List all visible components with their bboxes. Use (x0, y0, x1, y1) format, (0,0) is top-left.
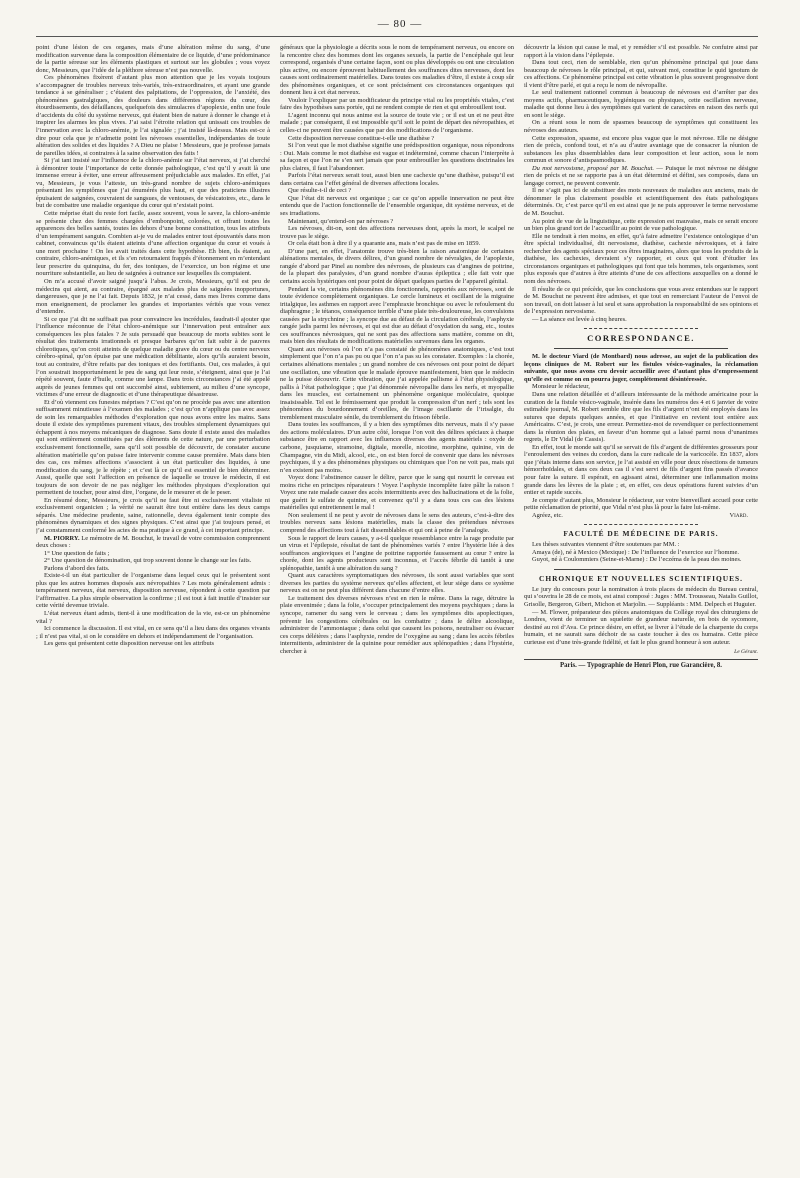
paragraph-text: Le mémoire de M. Bouchut, le travail de votre commission comprennent deux choses : (36, 534, 270, 550)
paragraph: Ici commence la discussion. Il est vital, en ce sens qu’il a lieu dans des organes vivants ; il n’est pas vital, si on le considère en dehors et indépendamment de l’organisation. (36, 625, 270, 640)
paragraph: Dans une relation détaillée et d’ailleurs intéressante de la méthode américaine pour la curation de la fistule vésico-vaginale, insérée dans les numéros des 4 et 6 janvier de votre estimable journal, M. Robert semble dire que les fils d’argent n’ont été employés dans les sutures que depuis quelques années, et que l’initiative en revient tout entière aux Américains. C’est, je crois, une erreur. Permettez-moi de revendiquer ce perfectionnement dans la réunion des plaies, en faveur d’un homme qui a laissé parmi nous d’unanimes regrets, le Dr Vidal (de Cassis). (524, 390, 758, 444)
paragraph: Vouloir l’expliquer par un modificateur du principe vital ou les propriétés vitales, c’est faire des hypothèses sans portée, qui ne rendent compte de rien et qui embrouillent tout. (280, 96, 514, 112)
speaker-name: M. PIORRY. (44, 534, 80, 542)
paragraph: Cette méprise était du reste fort facile, assez souvent, vous le savez, la chloro-anémie se présente chez des femmes chargées d’embonpoint, colorées, et offrant toutes les apparences des belles santés, toutes les dehors d’une bonne constitution, tous les attributs d’un tempérament sanguin. Combien ai-je vu de malades entrer tout épouvantés dans mon cabinet, convaincus qu’ils étaient atteints d’une affection organique du cœur et voués à une mort prochaine ! On les avait traités dans cette hypothèse. Eh bien, ils étaient, au contraire, chloro-anémiques, et ils s’en retournaient frappés d’étonnement en m’entendant leur prescrire du quinquina, du fer, des toniques, de l’exercice, un bon régime et une nourriture substantielle, au lieu de saignées à outrance sur lesquelles ils comptaient. (36, 210, 270, 278)
paragraph: Dans tout ceci, rien de semblable, rien qu’un phénomène principal qui joue dans beaucoup de névroses le rôle principal, et qui, suivant moi, constitue le quid ignotum de ces affections. Ce phénomène principal est cette vibration le plus souvent progressive dont il vient d’être parlé, et qui a reçu le nom de névropallie. (524, 59, 758, 89)
paragraph: Parfois l’état nerveux serait tout, aussi bien une cachexie qu’une diathèse, puisqu’il est dans certains cas l’effet général de diverses affections locales. (280, 172, 514, 187)
paragraph: Les névroses, dit-on, sont des affections nerveuses dont, après la mort, le scalpel ne trouve pas le siège. (280, 225, 514, 240)
paragraph: Il résulte de ce qui précède, que les conclusions que vous avez entendues sur le rapport de M. Bouchut ne peuvent être admises, et que tout en remerciant l’auteur de l’envoi de son travail, on doit laisser à lui seul et sans approbation la responsabilité de ses opinions et de l’expression nervosisme. (524, 285, 758, 316)
section-heading-chronique: CHRONIQUE ET NOUVELLES SCIENTIFIQUES. (538, 573, 744, 583)
paragraph: Que résulte-t-il de ceci ? (288, 187, 352, 195)
paragraph: Les gens qui présentent cette disposition nerveuse ont les attributs (44, 640, 215, 648)
paragraph: En effet, tout le monde sait qu’il se servait de fils d’argent de différentes grosseurs pour l’enroulement des veines du cordon, dans la cure radicale de la varicocèle. En 1837, alors que j’étais interne dans son service, je l’ai assisté en ville pour deux résections de tumeurs hémorrhoïdales, et dans ces deux cas il s’est servi de fils d’argent fins passés d’avance pour faire la suture. Il espérait, en agissant ainsi, déterminer une inflammation moins grande dans les lèvres de la plaie ; et, en effet, ces deux opérations furent suivies d’un entier et rapide succès. (524, 443, 758, 497)
divider (554, 348, 728, 349)
paragraph: Si l’on veut que le mot diathèse signifie une prédisposition organique, nous répondrons : Oui. Mais comme le mot diathèse est vague et indéterminé, comme chacun l’interprète à sa façon et que l’on ne s’en sert jamais que pour embrouiller les questions doctrinales les plus claires, il faut l’abandonner. (280, 142, 514, 172)
paragraph: On a réuni sous le nom de spasmes beaucoup de symptômes qui constituent les névroses des auteurs. (524, 119, 758, 135)
column-1 (36, 44, 270, 1156)
paragraph: Parlons d’abord des faits. (44, 564, 110, 572)
paragraph: Ces phénomènes fixèrent d’autant plus mon attention que je les voyais toujours s’accompagner de troubles nerveux très-variés, très-extraordinaires, et ayant une grande tendance à se généraliser ; c’étaient des palpitations, de l’oppression, de l’anxiété, des phénomènes gastralgiques, des douleurs dans différentes régions du cœur, des étourdissements, des défaillances, quelquefois des simulacres d’apoplexie, enfin une foule d’accidents du côté du système nerveux, qui étaient bien de nature à donner le change et à inspirer les alarmes les plus vives. J’ai saisi l’étroite relation qui unissait ces troubles de l’innervation avec la chloro-anémie, je l’ai signalée ; j’ai insisté là-dessus. Mais est-ce à dire pour cela que je n’admette point les névroses essentielles, indépendantes de toute altération des solides et des liquides ? A Dieu ne plaise ! Messieurs, que je professe jamais de pareilles idées, si contraires à la saine observation des faits ! (36, 74, 270, 157)
paragraph: D’une part, en effet, l’anatomie trouve très-bien la raison anatomique de certaines aliénations mentales, de divers délires, d’un grand nombre de névralgies, de l’apoplexie, rangée d’abord par Pinel au nombre des névroses, de plusieurs cas d’angines de poitrine, de la plupart des paralysies, d’un grand nombre d’auras épileptica ; elle fait voir que certains accès hystériques ont pour point de départ quelques parties de l’appareil génital. (280, 247, 514, 285)
paragraph: L’état nerveux étant admis, tient-il à une modification de la vie, est-ce un phénomène vital ? (36, 610, 270, 625)
paragraph: — M. Flower, préparateur des pièces anatomiques du Collège royal des chirurgiens de Londres, vient de terminer un squelette de grandeur naturelle, en bois de sycomore, destiné au roi d’Ava. Ce prince désire, en effet, se livrer à l’étude de la charpente du corps humain, et ne saurait sans déchoir de sa caste toucher à des os humains. Cette pièce curieuse est d’une très-grande fidélité, et fait le plus grand honneur à son auteur. (524, 608, 758, 646)
paragraph: point d’une lésion de ces organes, mais d’une altération même du sang, d’une modification survenue dans la composition élémentaire de ce liquide, d’une prédominance de la partie séreuse sur les éléments plastiques et surtout sur les globules ; vous voyez donc, Messieurs, que l’idée de la pléthore séreuse n’est pas nouvelle. (36, 44, 270, 74)
paragraph: Sous le rapport de leurs causes, y a-t-il quelque ressemblance entre la rage produite par un virus et l’épilepsie, résultat de tant de phénomènes variés ? entre l’hystérie liée à des souffrances angioviques et l’angine de poitrine rapportée faussement au cœur ? entre la chorée, dont les agents producteurs sont inconnus, et l’accès fébrile dû tantôt à une splénopathie, tantôt à une altération du sang ? (280, 534, 514, 572)
paragraph: Existe-t-il un état particulier de l’organisme dans lequel ceux qui le présentent sont plus que les autres hommes disposés aux névropathies ? Les mots généralement admis : tempérament nerveux, état nerveux, disposition nerveuse, répondent à cette question par l’affirmative. La plus simple observation la confirme ; il est tout à fait inutile d’insister sur cette vérité devenue triviale. (36, 572, 270, 610)
paragraph: Que l’état dit nerveux est organique ; car ce qu’on appelle innervation ne peut être entendu que de l’action fonctionnelle de l’ensemble organique, dit système nerveux, et de ses irradiations. (280, 194, 514, 218)
paragraph: Non seulement il ne peut y avoir de névroses dans le sens des auteurs, c’est-à-dire des troubles nerveux sans lésions matérielles, mais la classe des prétendues névroses comprend des affections tout à fait dissemblables et qui ont à peine de l’analogie. (280, 511, 514, 534)
paragraph (36, 535, 270, 550)
paragraph: Voyez donc l’abstinence causer le délire, parce que le sang qui nourrit le cerveau est moins riche en principes réparateurs ! Voyez l’asphyxie incomplète faire pâlir la raison ! Voyez une rate malade causer des accès intermittents avec des hallucinations et de la folie, que guérit le sulfate de quinine, et convenez qu’il y a dans tous ces cas des lésions matérielles qui entretiennent le mal ! (280, 474, 514, 512)
divider (554, 569, 728, 570)
paragraph: Elle ne tendrait à rien moins, en effet, qu’à faire admettre l’existence ontologique d’un être spécial individualisé, dit nervosisme, diathèse, cachexie névrosiques, et à faire rechercher des agents spéciaux pour ces êtres imaginaires, alors que tous les produits de la diathèse, les cachexies, devraient s’y rapporter, et ceux qui vont d’étudier les circonstances organiques et pathologiques qui font que tels hommes, tels organismes, sont plus exposés que d’autres à être atteints d’une de ces affections auxquelles on a donné le nom des névroses. (524, 232, 758, 285)
paragraph: Il ne s’agit pas ici de substituer des mots nouveaux de maladies aux anciens, mais de dénommer le plus clairement possible et scientifiquement des états pathologiques déterminés. Or, c’est parce qu’il en est ainsi que je ne puis approuver le terme nervosisme de M. Bouchut. (524, 187, 758, 218)
column-2 (280, 44, 514, 1156)
paragraph: Je compte d’autant plus, Monsieur le rédacteur, sur votre bienveillant accueil pour cette petite réclamation de priorité, que Vidal n’est plus là pour la faire lui-même. (524, 496, 758, 512)
gerant-label: Le Gérant. (734, 649, 758, 656)
paragraph: découvrir la lésion qui cause le mal, et y remédier s’il est possible. Ne confuire ainsi par rapport à la vision dans l’épilepsie. (524, 44, 758, 59)
page-number: — 80 — (377, 18, 423, 30)
paragraph: Or cela était bon à dire il y a quarante ans, mais n’est pas de mise en 1859. (288, 240, 481, 248)
signature-line (524, 512, 758, 520)
paragraph: Pendant la vie, certains phénomènes dits fonctionnels, rapportés aux névroses, sont de toute évidence complètement organiques. Le cercle lumineux et oscillant de la migraine iritalgique, les asthmes en rapport avec l’emphraxie bronchique ou avec le refoulement du diaphragme ; le tétanos, conséquence terrible d’une plaie très-douloureuse, les convulsions causées par la strychnine ; la syncope due au défaut de la circulation cérébrale, l’asphyxie rangée jadis parmi les névroses, et qui est due au défaut d’oxydation du sang, etc., toutes ces souffrances névrosiques, qui ne sont pas des affections sans matière, comme on dit, mais bien des résultats de modifications matérielles survenues dans les organes. (280, 285, 514, 346)
paragraph: Amaya (de), né à Mexico (Mexique) : De l’influence de l’exercice sur l’homme. (532, 548, 739, 556)
paragraph-text: — Puisque le mot névrose ne désigne rien de précis et ne se rapporte pas à un état déterminé et défini, ses composés, dans un langage correct, ne peuvent convenir. (524, 164, 758, 187)
section-heading-correspondance: CORRESPONDANCE. (587, 333, 695, 344)
paragraph: En résumé donc, Messieurs, je crois qu’il ne faut être ni exclusivement vitaliste ni exclusivement organicien ; la vérité ne saurait être tout entière dans les deux camps séparés. Une médecine prudente, saine, rationnelle, devra également tenir compte des phénomènes dynamiques et des signes physiques. C’est ainsi que j’ai toujours pensé, et j’ai constamment conformé les actes de ma pratique à ce grand, à cet important principe. (36, 496, 270, 534)
header-rule (36, 36, 758, 37)
paragraph: Cette expression, spasme, est encore plus vague que le mot névrose. Elle ne désigne rien de précis, confond tout, et n’a au d’autre avantage que de consacrer la réunion de substances les plus dissemblables dans leur composition et leur action, sous le nom commun et sonore d’antispasmodiques. (524, 134, 758, 165)
ornament-divider (584, 328, 698, 329)
paragraph: Et d’où viennent ces funestes méprises ? C’est qu’on ne procède pas avec une attention suffisamment minutieuse à l’examen des malades ; c’est qu’on n’applique pas avec assez de soin les remarquables méthodes d’exploration que nous avons entre les mains. Sans doute il existe des symptômes purement vitaux, des troubles simplement dynamiques qui échappent à nos moyens mécaniques de diagnose. Sans doute il existe aussi des maladies qui sont entièrement constituées par des éléments de cette nature, par une perturbation exclusivement fonctionnelle, sans qu’il soit possible de découvrir, de constater aucune altération matérielle qu’on puisse faire intervenir comme cause première. Mais dans bien des cas, ces mêmes affections s’associent à un état particulier des liquides, à une modification du sang, je le répète ; et c’est là ce qu’il est essentiel de bien déterminer. Aussi, quelle que soit l’affection en présence de laquelle se trouve le médecin, il est toujours de son devoir de ne pas négliger les méthodes physiques d’exploration qui permettent de toucher, pour ainsi dire, l’organe, de le mesurer et de le peser. (36, 398, 270, 497)
paragraph: 1° Une question de faits ; (44, 549, 110, 557)
column-3 (524, 44, 758, 1156)
paragraph: — La séance est levée à cinq heures. (532, 315, 627, 323)
paragraph: Le jury du concours pour la nomination à trois places de médecin du Bureau central, qui s’ouvrira le 28 de ce mois, est ainsi composé : Juges : MM. Trousseau, Natalis Guillot, Grisolle, Bergeron, Gibert, Michon et Marjolin. — Suppléants : MM. Delpech et Huguier. (524, 585, 758, 608)
paragraph: Les thèses suivantes viennent d’être soutenues par MM. : (532, 541, 680, 549)
section-lead: Du mot nervosisme, proposé par M. Bouchut. (532, 164, 654, 172)
paragraph: 2° Une question de dénomination, qui trop souvent donne le change sur les faits. (44, 557, 252, 565)
closing: Agréez, etc. (532, 511, 563, 519)
printer-imprint: Paris. — Typographie de Henri Plon, rue Garancière, 8. (524, 659, 758, 670)
paragraph: Cette disposition nerveuse constitue-t-elle une diathèse ? (288, 134, 435, 142)
paragraph: L’agent inconnu qui nous anime est la source de toute vie ; or il est un et ne peut être malade ; par conséquent, il est impossible qu’il soit le point de départ des névropathies, et celles-ci ne peuvent être causées que par des modifications de l’organisme. (280, 111, 514, 135)
section-heading-faculte: FACULTÉ DE MÉDECINE DE PARIS. (563, 529, 719, 539)
paragraph: Quant aux caractères symptomatiques des névroses, ils sont aussi variables que sont diverses les parties du système nerveux qu’elles affectent, et leur siège dans ce système nerveux est on ne peut plus différent dans chacune d’entre elles. (280, 572, 514, 595)
paragraph: Si j’ai tant insisté sur l’influence de la chloro-anémie sur l’état nerveux, si j’ai cherché à démontrer toute l’importance de cette donnée pathologique, c’est qu’il y avait là une immense erreur à éviter, une erreur affreusement préjudiciable aux malades. En effet, j’ai vu, Messieurs, je vous l’atteste, un très-grand nombre de sujets chloro-anémiques présentant les symptômes que j’ai énumérés plus haut, et que des praticiens illustres épuisaient de saignées, couvraient de sangsues, de ventouses, de vésicatoires, etc., dans le but de combattre une maladie organique du cœur qui n’existait point. (36, 157, 270, 210)
paragraph: Maintenant, qu’entend-on par névroses ? (288, 217, 394, 225)
paragraph: M. le docteur Viard (de Montbard) nous adresse, au sujet de la publication des leçons cliniques de M. Robert sur les fistules vésico-vaginales, la réclamation suivante, que nous avons cru devoir accueillir avec d’autant plus d’empressement qu’elle est comme on en pourra juger, complétement désintéressée. (524, 353, 758, 383)
paragraph: Si ce que j’ai dit ne suffisait pas pour convaincre les incrédules, faudrait-il ajouter que l’influence méconnue de l’état chloro-anémique sur l’innervation peut entraîner aux conséquences les plus fatales ? Je suis persuadé que beaucoup de morts subites sont le résultat des traitements irrationnels et presque barbares qu’on fait subir à de pauvres chlorotiques, qu’on croit atteints de quelque maladie grave du cœur ou du centre nerveux cérébro-spinal, qu’on épuise par une médication débilitante, alors qu’ils auraient besoin, tout au contraire, d’être refaits par des toniques et des fortifiants. Oui, ces malades, à qui l’on soustrait inopportunément le peu de sang qui leur reste, s’éteignent, ainsi que je l’ai répété souvent, faute d’huile, comme une lampe. Dans trois circonstances j’ai été appelé auprès de jeunes femmes qui ont succombé ainsi, subitement, au milieu d’une syncope, victimes d’une erreur de diagnostic et d’une thérapeutique désastreuse. (36, 315, 270, 399)
paragraph (524, 165, 758, 188)
paragraph: Le seul traitement rationnel commun à beaucoup de névroses est d’arrêter par des moyens actifs, pharmaceutiques, hygiéniques ou physiques, cette oscillation nerveuse, maladie qui donne lieu à des symptômes qui varient de caractères en raison des nerfs qui en sont le siège. (524, 89, 758, 119)
salutation: Monsieur le rédacteur, (532, 383, 590, 391)
ornament-divider (584, 524, 698, 525)
paragraph: Dans toutes les souffrances, il y a bien des symptômes dits nerveux, mais il s’y passe des actions moléculaires. D’un autre côté, lorsque l’on voit des délires spéciaux à chaque substance être en rapport avec les influences diverses des agents matériels : oxyde de carbone, jusquiame, stramoine, digitale, morelle, nicotine, morphine, quinine, vin de Champagne, vin du Midi, alcool, etc., on est bien forcé de convenir que dans les névroses psychiques, il y a des phénomènes physiques ou chimiques que l’on ne voit pas, mais qui n’en existent pas moins. (280, 421, 514, 474)
signature: Viard. (729, 511, 748, 519)
paragraph: Le traitement des diverses névroses n’est en rien le même. Dans la rage, détruire la plaie envenimée ; dans la folie, s’occuper principalement des moyens psychiques ; dans la syncope, ramener du sang vers le cerveau ; dans les symptômes dits apoplectiques, prévenir les congestions cérébrales ou les combattre ; dans le délire alcoolique, administrer de l’ammoniaque ; dans celui que causent les poisons, neutraliser ou évacuer ces corps délétères ; dans l’asphyxie, rendre de l’oxygène au sang ; dans les accès fébriles intermittents, administrer de la quinine pour remédier aux splénopathies ; dans l’hystérie, chercher à (280, 594, 514, 655)
paragraph: On m’a accusé d’avoir saigné jusqu’à l’abus. Je crois, Messieurs, qu’il est peu de médecins qui aient, au contraire, épargné aux malades plus de saignées inopportunes, dangereuses, que je ne l’ai fait. Depuis 1832, je n’ai cessé, dans mes livres comme dans mon enseignement, de proclamer les grandes et importantes vérités que vous venez d’entendre. (36, 277, 270, 316)
paragraph: Guyot, né à Coulommiers (Seine-et-Marne) : De l’eczéma de la peau des moines. (532, 556, 742, 564)
paragraph: Quant aux névroses où l’on n’a pas constaté de phénomènes anatomiques, c’est tout simplement que l’on n’a pas pu ou que l’on n’a pas su les constater. Exemples : la chorée, certaines aliénations mentales ; un grand nombre de ces névroses ont pour point de départ une oscillation, une vibration que le malade éprouve manifestement, bien que le médecin ne la puisse découvrir. Cette vibration, que j’ai appelée pallisme à l’état physiologique, pallis à l’état pathologique ; que j’ai dénommée névropallie dans les nerfs, et myopallie dans les muscles, est certainement un phénomène organique moléculaire, quoique insaisissable. Tel est le frémissement que produit la compression d’un nerf ; tels sont les phénomènes du bourdonnement d’oreilles, de l’image oscillante de l’irisalgie, du tremblement musculaire sénile, du tremblement du frisson fébrile. (280, 345, 514, 421)
paragraph: généraux que la physiologie a décrits sous le nom de tempérament nerveux, ou encore on la rencontre chez des hommes dont les organes sexuels, la partie de l’encéphale qui leur correspond, organisés d’une certaine façon, sont ou plus développés ou ont une circulation plus active, ou encore éprouvent habituellement des souffrances dites nerveuses, dont les causes sont ordinairement matérielles. Dans toutes ces maladies d’être, il existe à coup sûr des phénomènes organiques, et ce sont précisément ces circonstances organiques qui donnent lieu à cet état nerveux. (280, 44, 514, 97)
paragraph: Au point de vue de la linguistique, cette expression est mauvaise, mais ce serait encore un bien plus grand tort de l’accueillir au point de vue pathologique. (524, 217, 758, 233)
